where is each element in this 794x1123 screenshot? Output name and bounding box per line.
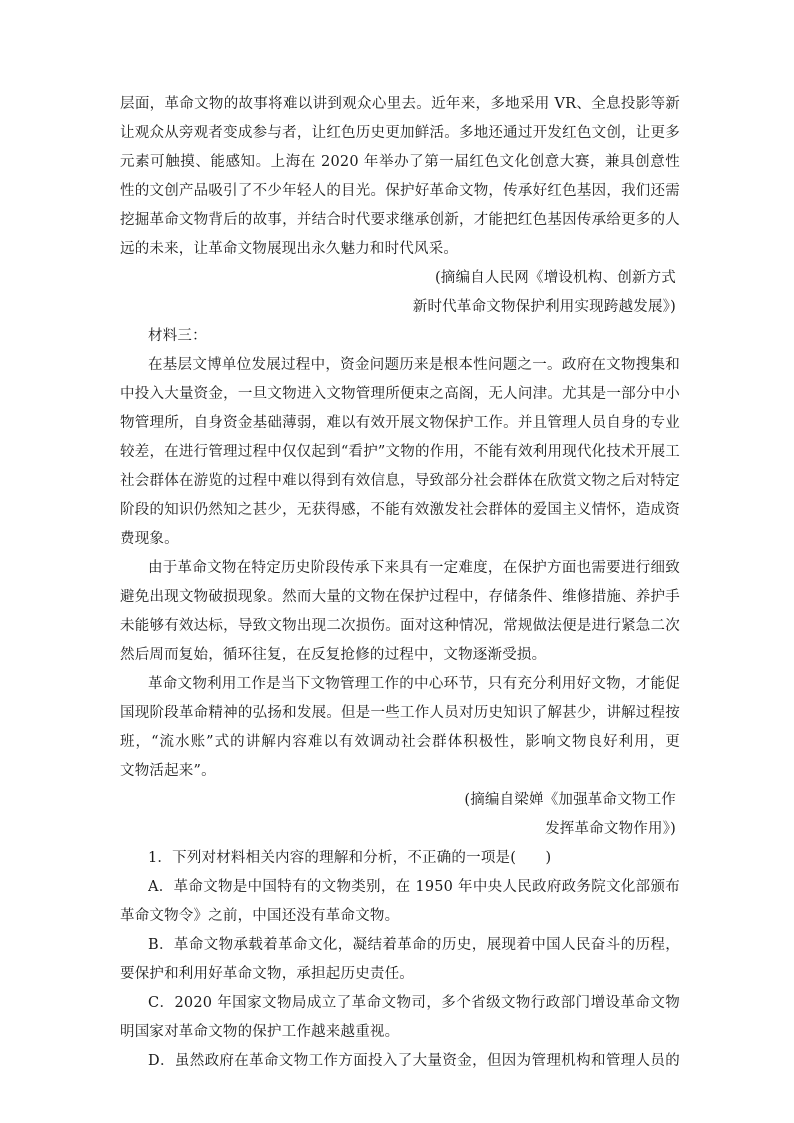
text-line: 要保护和利用好革命文物，承担起历史责任。 — [120, 966, 414, 982]
text-line: 文物活起来”。 — [120, 763, 216, 779]
text-line: 班，“流水账”式的讲解内容难以有效调动社会群体积极性，影响文物良好利用，更 — [120, 734, 680, 750]
text-line: 革命文物令》之前，中国还没有革命文物。 — [120, 908, 400, 924]
text-line: 在基层文博单位发展过程中，资金问题历来是根本性问题之一。政府在文物搜集和 — [148, 357, 680, 373]
text-line: 材料三： — [148, 328, 207, 344]
text-line: 物管理所，自身资金基础薄弱，难以有效开展文物保护工作。并且管理人员自身的专业 — [120, 415, 680, 431]
text-line: 明国家对革命文物的保护工作越来越重视。 — [120, 1024, 400, 1040]
text-line: 然后周而复始，循环往复，在反复抢修的过程中，文物逐渐受损。 — [120, 647, 547, 663]
text-line: 阶段的知识仍然知之甚少，无获得感，不能有效激发社会群体的爱国主义情怀，造成资 — [120, 502, 680, 518]
text-line: 由于革命文物在特定历史阶段传承下来具有一定难度，在保护方面也需要进行细致 — [148, 560, 680, 576]
text-line: A．革命文物是中国特有的文物类别，在 1950 年中央人民政府政务院文化部颁布 — [148, 879, 680, 895]
text-line: 新时代革命文物保护利用实现跨越发展》) — [412, 299, 676, 315]
text-line: 避免出现文物破损现象。然而大量的文物在保护过程中，存储条件、维修措施、养护手 — [120, 589, 680, 605]
text-line: 远的未来，让革命文物展现出永久魅力和时代风采。 — [120, 241, 459, 257]
text-line: 社会群体在游览的过程中难以得到有效信息，导致部分社会群体在欣赏文物之后对特定 — [120, 473, 680, 489]
text-line: 挖掘革命文物背后的故事，并结合时代要求继承创新，才能把红色基因传承给更多的人 — [120, 212, 680, 228]
text-line: 让观众从旁观者变成参与者，让红色历史更加鲜活。多地还通过开发红色文创，让更多 — [120, 125, 680, 141]
text-line: D．虽然政府在革命文物工作方面投入了大量资金，但因为管理机构和管理人员的 — [148, 1053, 680, 1069]
text-line: 元素可触摸、能感知。上海在 2020 年举办了第一届红色文化创意大赛，兼具创意性 — [120, 154, 680, 170]
text-line: 国现阶段革命精神的弘扬和发展。但是一些工作人员对历史知识了解甚少，讲解过程按 — [120, 705, 680, 721]
text-line: 中投入大量资金，一旦文物进入文物管理所便束之高阁，无人问津。尤其是一部分中小 — [120, 386, 680, 402]
text-line: C．2020 年国家文物局成立了革命文物司，多个省级文物行政部门增设革命文物 — [148, 995, 680, 1011]
text-line: 发挥革命文物作用》) — [545, 821, 676, 837]
text-line: (摘编自梁婵《加强革命文物工作 — [464, 792, 676, 808]
text-line: (摘编自人民网《增设机构、创新方式 — [434, 270, 676, 286]
text-line: 费现象。 — [120, 531, 179, 547]
text-line: 1．下列对材料相关内容的理解和分析，不正确的一项是( ) — [148, 850, 552, 866]
text-line: B．革命文物承载着革命文化，凝结着革命的历史，展现着中国人民奋斗的历程， — [148, 937, 680, 953]
text-line: 层面，革命文物的故事将难以讲到观众心里去。近年来，多地采用 VR、全息投影等新 — [120, 96, 680, 112]
text-line: 性的文创产品吸引了不少年轻人的目光。保护好革命文物，传承好红色基因，我们还需 — [120, 183, 680, 199]
text-line: 未能够有效达标，导致文物出现二次损伤。面对这种情况，常规做法便是进行紧急二次 — [120, 618, 680, 634]
text-line: 较差，在进行管理过程中仅仅起到“看护”文物的作用，不能有效利用现代化技术开展工 — [120, 444, 680, 460]
text-line: 革命文物利用工作是当下文物管理工作的中心环节，只有充分利用好文物，才能促 — [148, 676, 680, 692]
